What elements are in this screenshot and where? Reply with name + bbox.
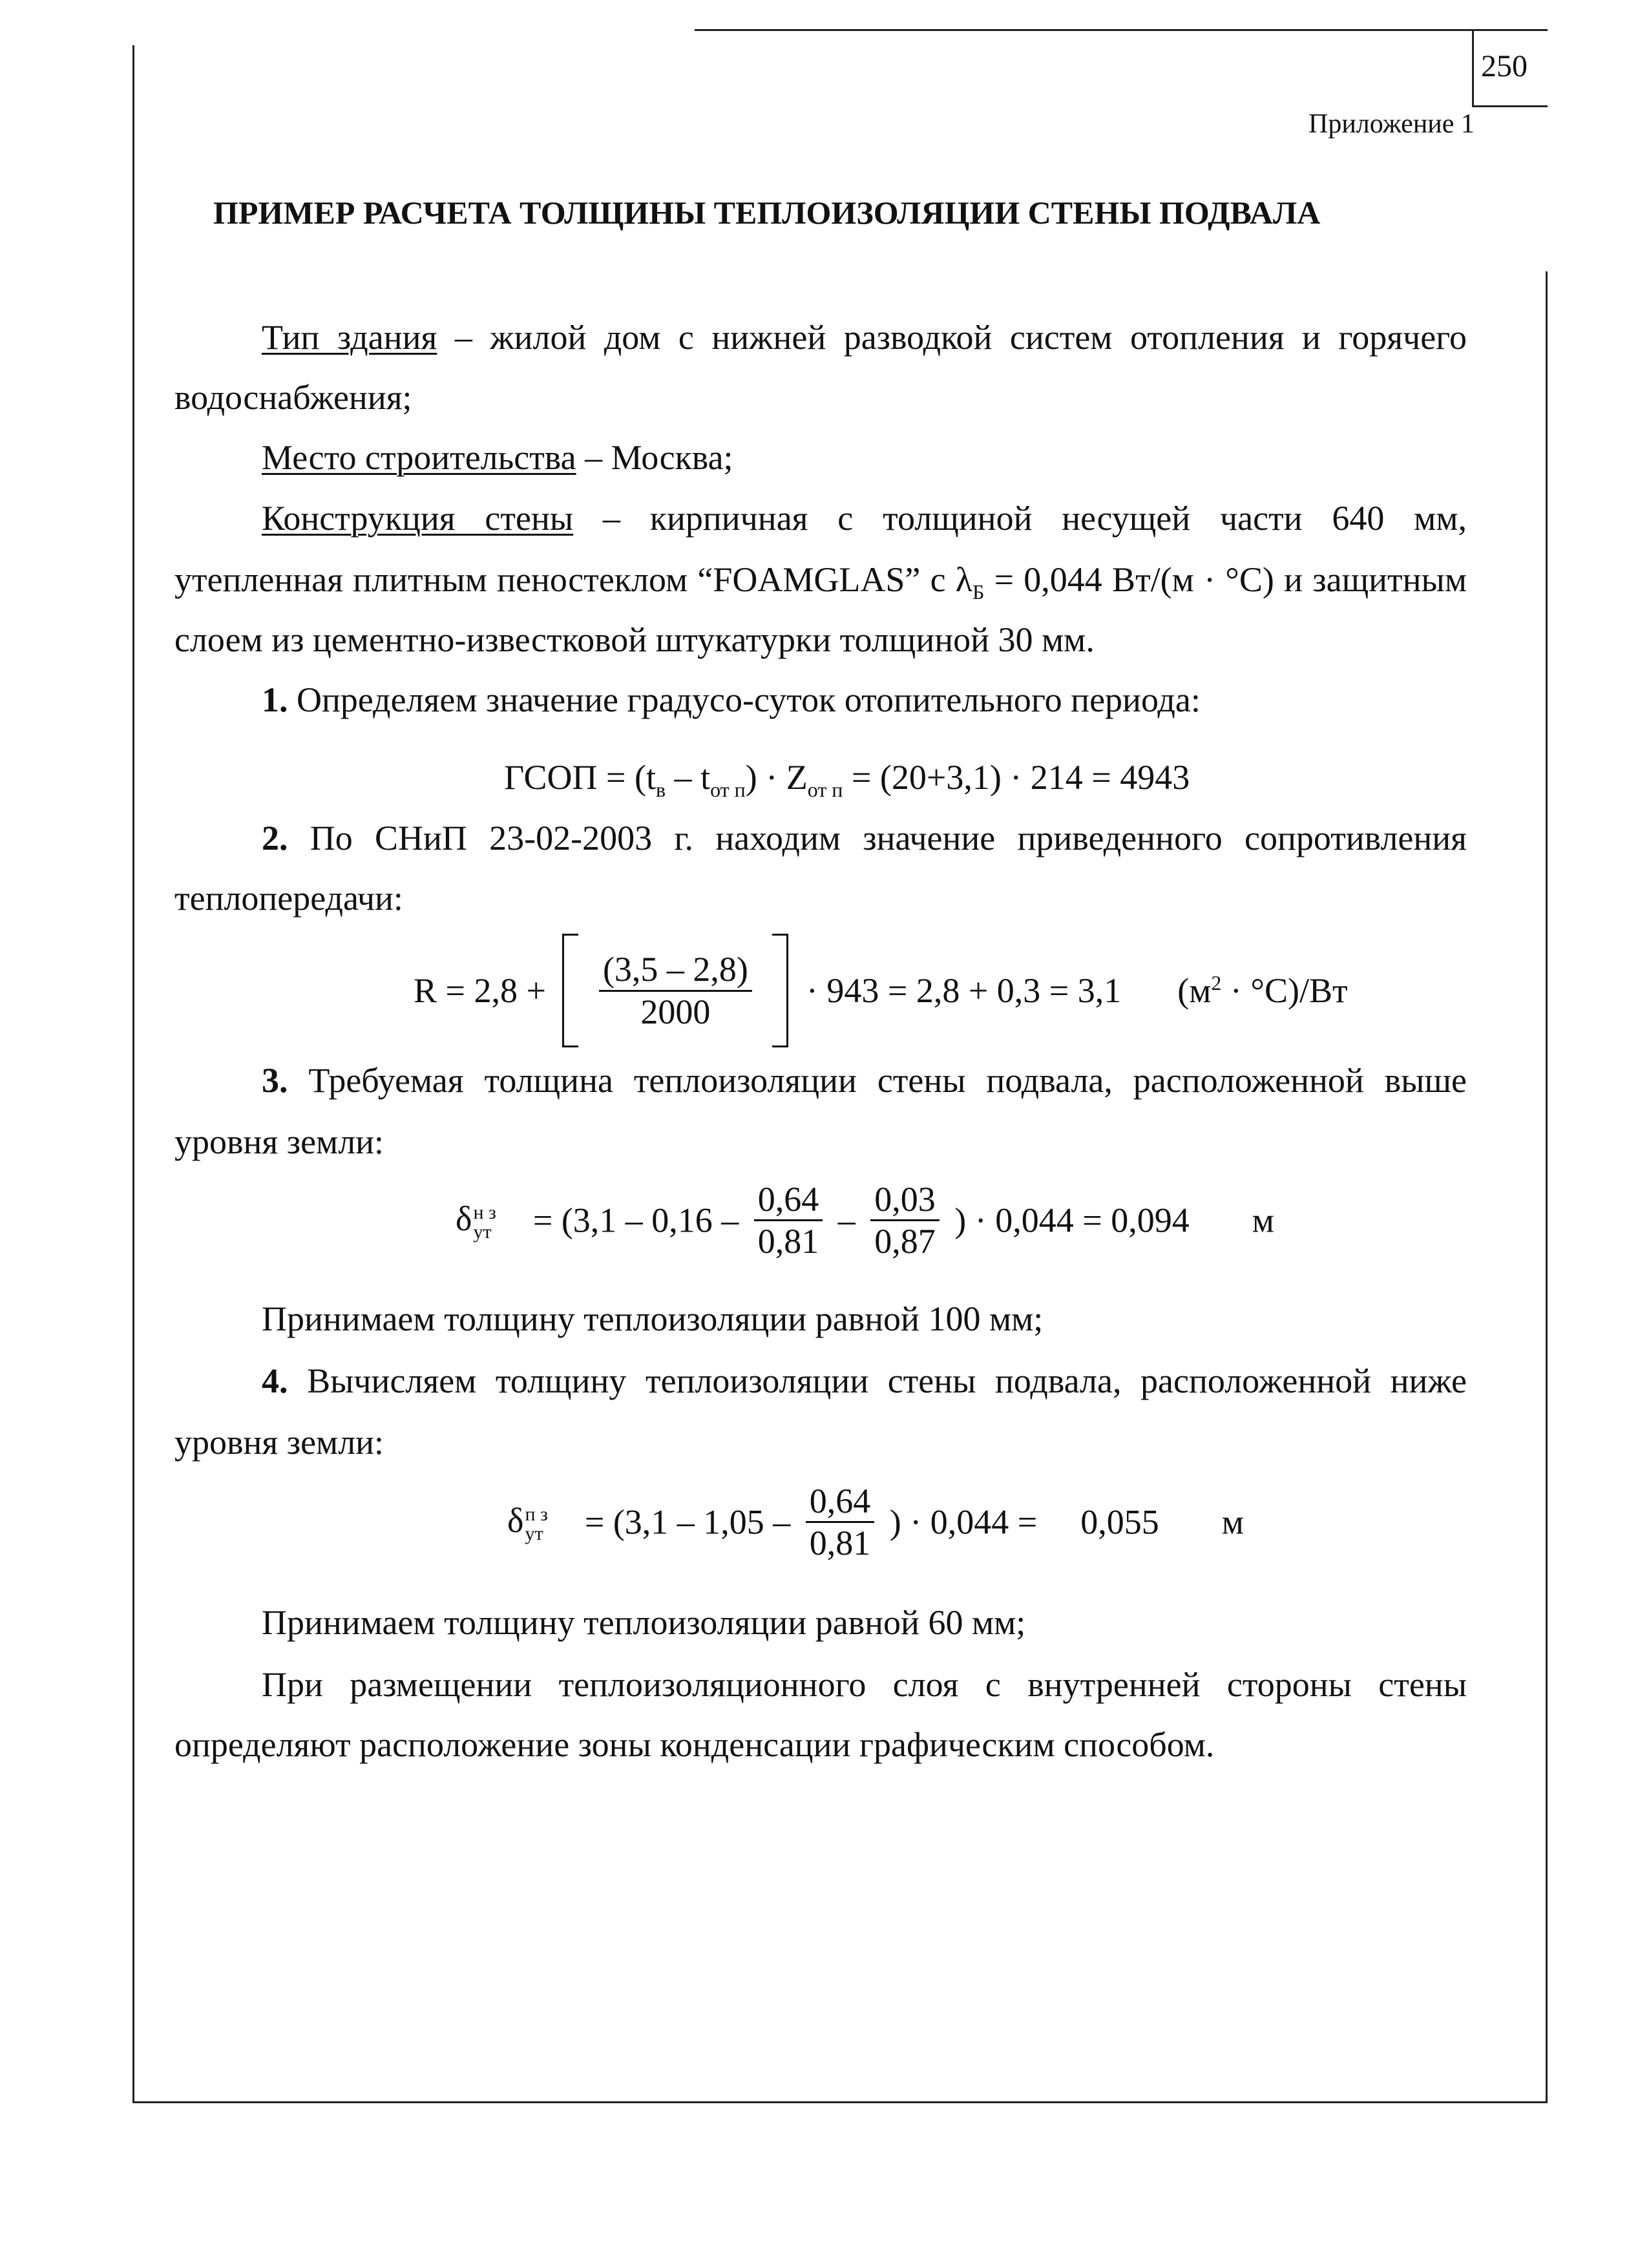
step3-line1: 3. Требуемая толщина теплоизоляции стены подвала, расположенной выше — [262, 1061, 1467, 1100]
step2-fraction: $\frac{(3,5 - 2,8)}{2000}$ — [599, 949, 752, 1031]
frame-bottom-border — [132, 2101, 1548, 2103]
step1-formula: ГСОП = $(t_в - t_{от п}) \cdot Z_{от п} = (20+3,1) \cdot 214 = 4943$ — [504, 758, 1190, 801]
bracket-right — [772, 934, 788, 1047]
page-number-box-bottom — [1472, 105, 1548, 107]
frame-right-border — [1546, 271, 1548, 2103]
step2-formula: R = 2,8 + $\frac{(3,5 - 2,8)}{2000}$ · 943 = 2,8 + 0,3 = 3,1 $(м^2 \cdot ^\circ С)/Вт$ — [414, 934, 1348, 1047]
location-label: Место строительства — [262, 438, 576, 477]
step4-formula: δ п з ут = (3,1 – 1,05 – $\frac{0,64}{0,81}$ ) · 0,044 = 0,055 м — [507, 1482, 1244, 1563]
closing-line1: При размещении теплоизоляционного слоя с внутренней стороны стены — [262, 1665, 1467, 1704]
frame-top-border — [695, 29, 1548, 31]
step4-line2: уровня земли: — [174, 1423, 384, 1462]
step1-text: 1. Определяем значение градусо-суток отопительного периода: — [262, 680, 1201, 719]
frame-left-border — [132, 45, 134, 2103]
construction-line3: слоем из цементно-известковой штукатурки толщиной 30 мм. — [174, 620, 1095, 659]
bracket-left — [562, 934, 578, 1047]
page-title: ПРИМЕР РАСЧЕТА ТОЛЩИНЫ ТЕПЛОИЗОЛЯЦИИ СТЕНЫ ПОДВАЛА — [213, 194, 1321, 231]
step3-formula: δ н з ут = (3,1 – 0,16 – $\frac{0,64}{0,81}$ – $\frac{0,03}{0,87}$ ) · 0,044 = 0,094 м — [456, 1180, 1274, 1261]
construction-line1: Конструкция стены – кирпичная с толщиной несущей части 640 мм, — [262, 499, 1467, 538]
building-type-line1: Тип здания – жилой дом с нижней разводкой систем отопления и горячего — [262, 318, 1467, 357]
step2-line1: 2. По СНиП 23-02-2003 г. находим значение приведенного сопротивления — [262, 819, 1467, 857]
appendix-label: Приложение 1 — [1308, 109, 1475, 139]
construction-line2: утепленная плитным пеностеклом “FOAMGLAS” с $\lambda_Б = 0,044$ Вт/(м · °С) и защитным — [174, 560, 1467, 604]
step4-line1: 4. Вычисляем толщину теплоизоляции стены подвала, расположенной ниже — [262, 1361, 1467, 1400]
location-line: Место строительства – Москва; — [262, 438, 733, 477]
step2-line2: теплопередачи: — [174, 879, 403, 918]
step4-accept: Принимаем толщину теплоизоляции равной 60 мм; — [262, 1603, 1026, 1642]
construction-label: Конструкция стены — [262, 499, 574, 538]
building-type-line2: водоснабжения; — [174, 378, 412, 417]
page-number-box-left — [1472, 29, 1474, 107]
step3-line2: уровня земли: — [174, 1122, 384, 1161]
building-type-label: Тип здания — [262, 318, 437, 357]
closing-line2: определяют расположение зоны конденсации графическим способом. — [174, 1725, 1215, 1764]
step3-accept: Принимаем толщину теплоизоляции равной 100 мм; — [262, 1299, 1044, 1338]
page-number: 250 — [1481, 49, 1528, 83]
